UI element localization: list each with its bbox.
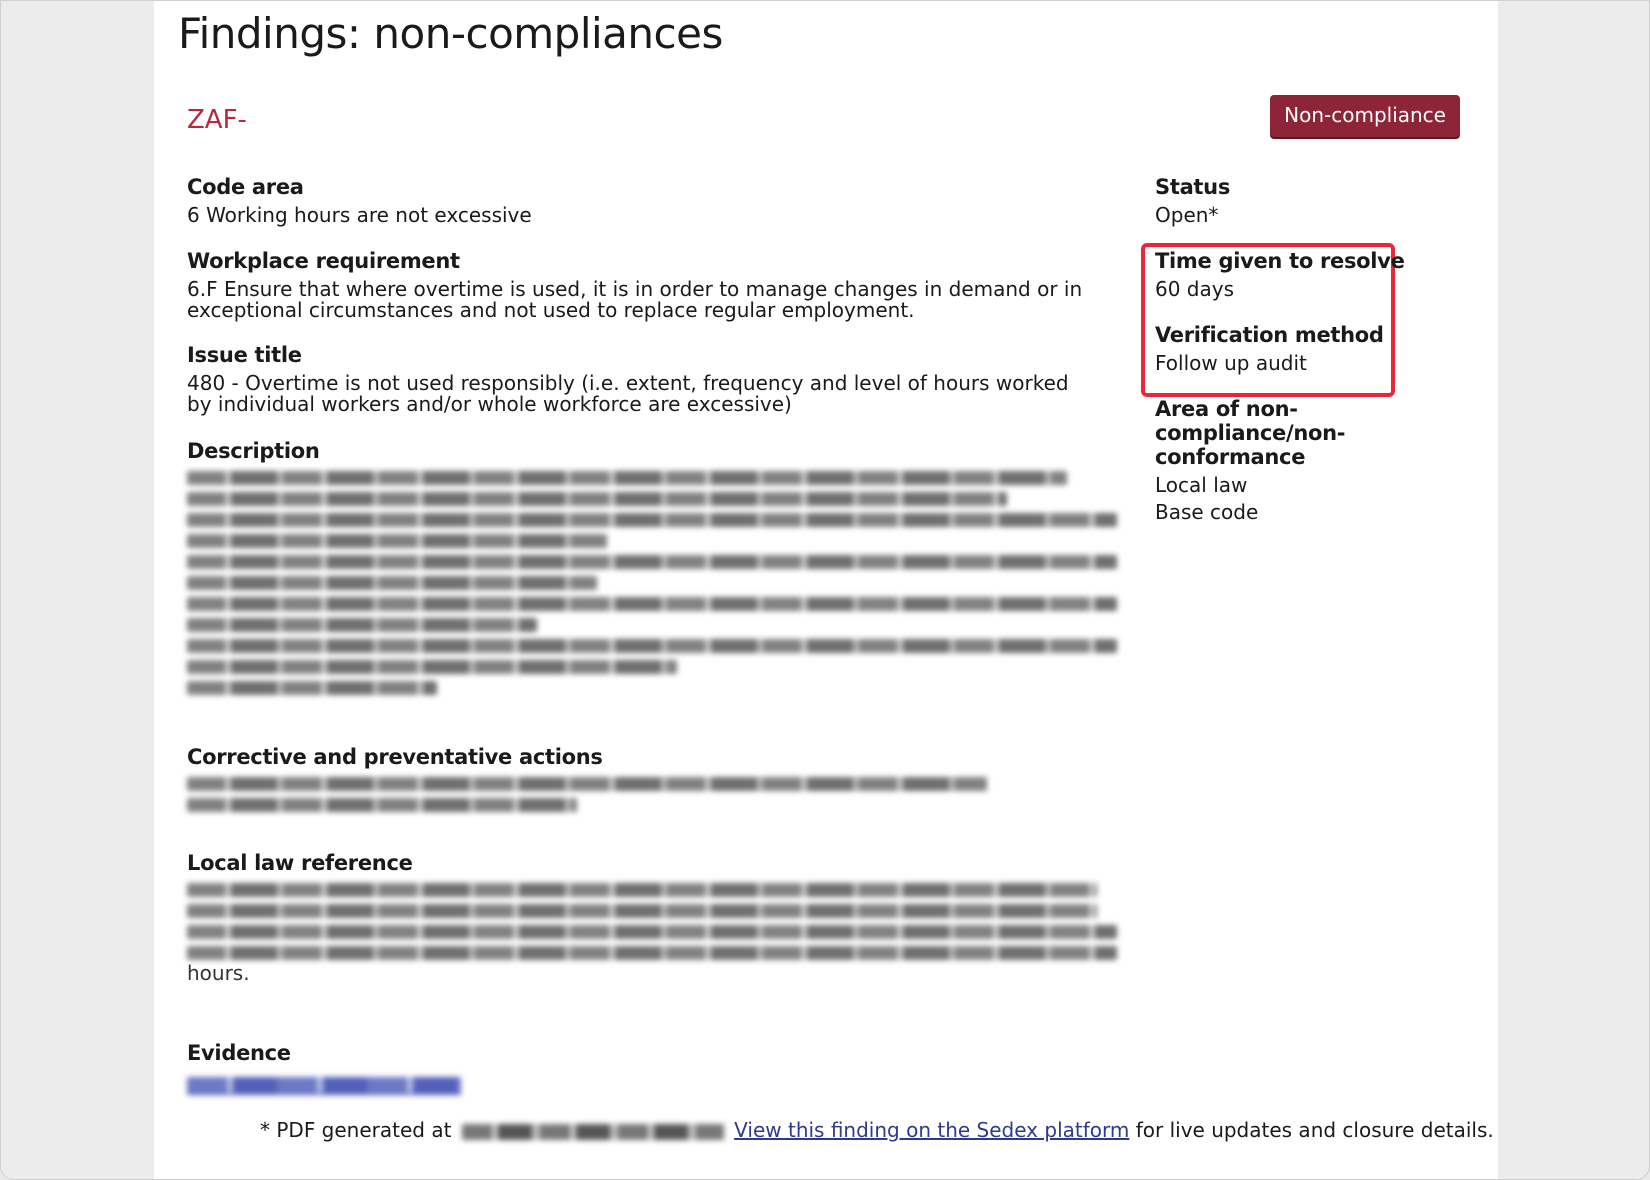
evidence-file-link[interactable] xyxy=(187,1077,461,1095)
non-compliance-badge: Non-compliance xyxy=(1270,95,1460,137)
issue-title-field xyxy=(187,343,1087,415)
time-to-resolve-value: 60 days xyxy=(1155,277,1235,301)
finding-page xyxy=(154,1,1498,1180)
verification-method-label: Verification method xyxy=(1155,323,1384,347)
verification-method-value: Follow up audit xyxy=(1155,351,1307,375)
issue-title-label: Issue title xyxy=(187,343,302,367)
area-field xyxy=(1155,397,1455,523)
issue-title-value: 480 - Overtime is not used responsibly (i.e. extent, frequency and level of hours worked by individual workers and/or whole workforce are excessive) xyxy=(187,371,1069,416)
status-value: Open* xyxy=(1155,203,1219,227)
evidence-field xyxy=(187,1041,587,1095)
code-area-label: Code area xyxy=(187,175,304,199)
generated-timestamp-redacted xyxy=(462,1124,724,1140)
pdf-footer xyxy=(260,1118,1494,1142)
status-label: Status xyxy=(1155,175,1231,199)
area-value-base-code: Base code xyxy=(1155,500,1259,524)
verification-method-field xyxy=(1155,323,1384,374)
workplace-requirement-field xyxy=(187,249,1087,321)
description-field xyxy=(187,439,1117,702)
footer-suffix: for live updates and closure details. xyxy=(1135,1118,1494,1142)
reference-id: ZAF- xyxy=(187,105,247,135)
corrective-actions-redacted-text xyxy=(187,777,1117,812)
description-label: Description xyxy=(187,439,320,463)
local-law-trailing-text: hours. xyxy=(187,961,250,985)
code-area-value: 6 Working hours are not excessive xyxy=(187,203,532,227)
page-title: Findings: non-compliances xyxy=(178,9,723,58)
description-redacted-text xyxy=(187,471,1117,695)
local-law-redacted-text xyxy=(187,883,1117,960)
status-field xyxy=(1155,175,1230,226)
workplace-requirement-label: Workplace requirement xyxy=(187,249,460,273)
area-value-local-law: Local law xyxy=(1155,473,1248,497)
time-to-resolve-label: Time given to resolve xyxy=(1155,249,1405,273)
local-law-reference-field xyxy=(187,851,1117,985)
sedex-platform-link[interactable]: View this finding on the Sedex platform xyxy=(734,1118,1130,1142)
footer-prefix: * PDF generated at xyxy=(260,1118,452,1142)
time-to-resolve-field xyxy=(1155,249,1405,300)
area-label: Area of non-compliance/non-conformance xyxy=(1155,397,1346,469)
code-area-field xyxy=(187,175,532,226)
workplace-requirement-value: 6.F Ensure that where overtime is used, it is in order to manage changes in demand or in exceptional circumstances and not used to replace regular employment. xyxy=(187,277,1083,322)
evidence-label: Evidence xyxy=(187,1041,291,1065)
local-law-reference-label: Local law reference xyxy=(187,851,413,875)
corrective-actions-field xyxy=(187,745,1117,819)
corrective-actions-label: Corrective and preventative actions xyxy=(187,745,603,769)
